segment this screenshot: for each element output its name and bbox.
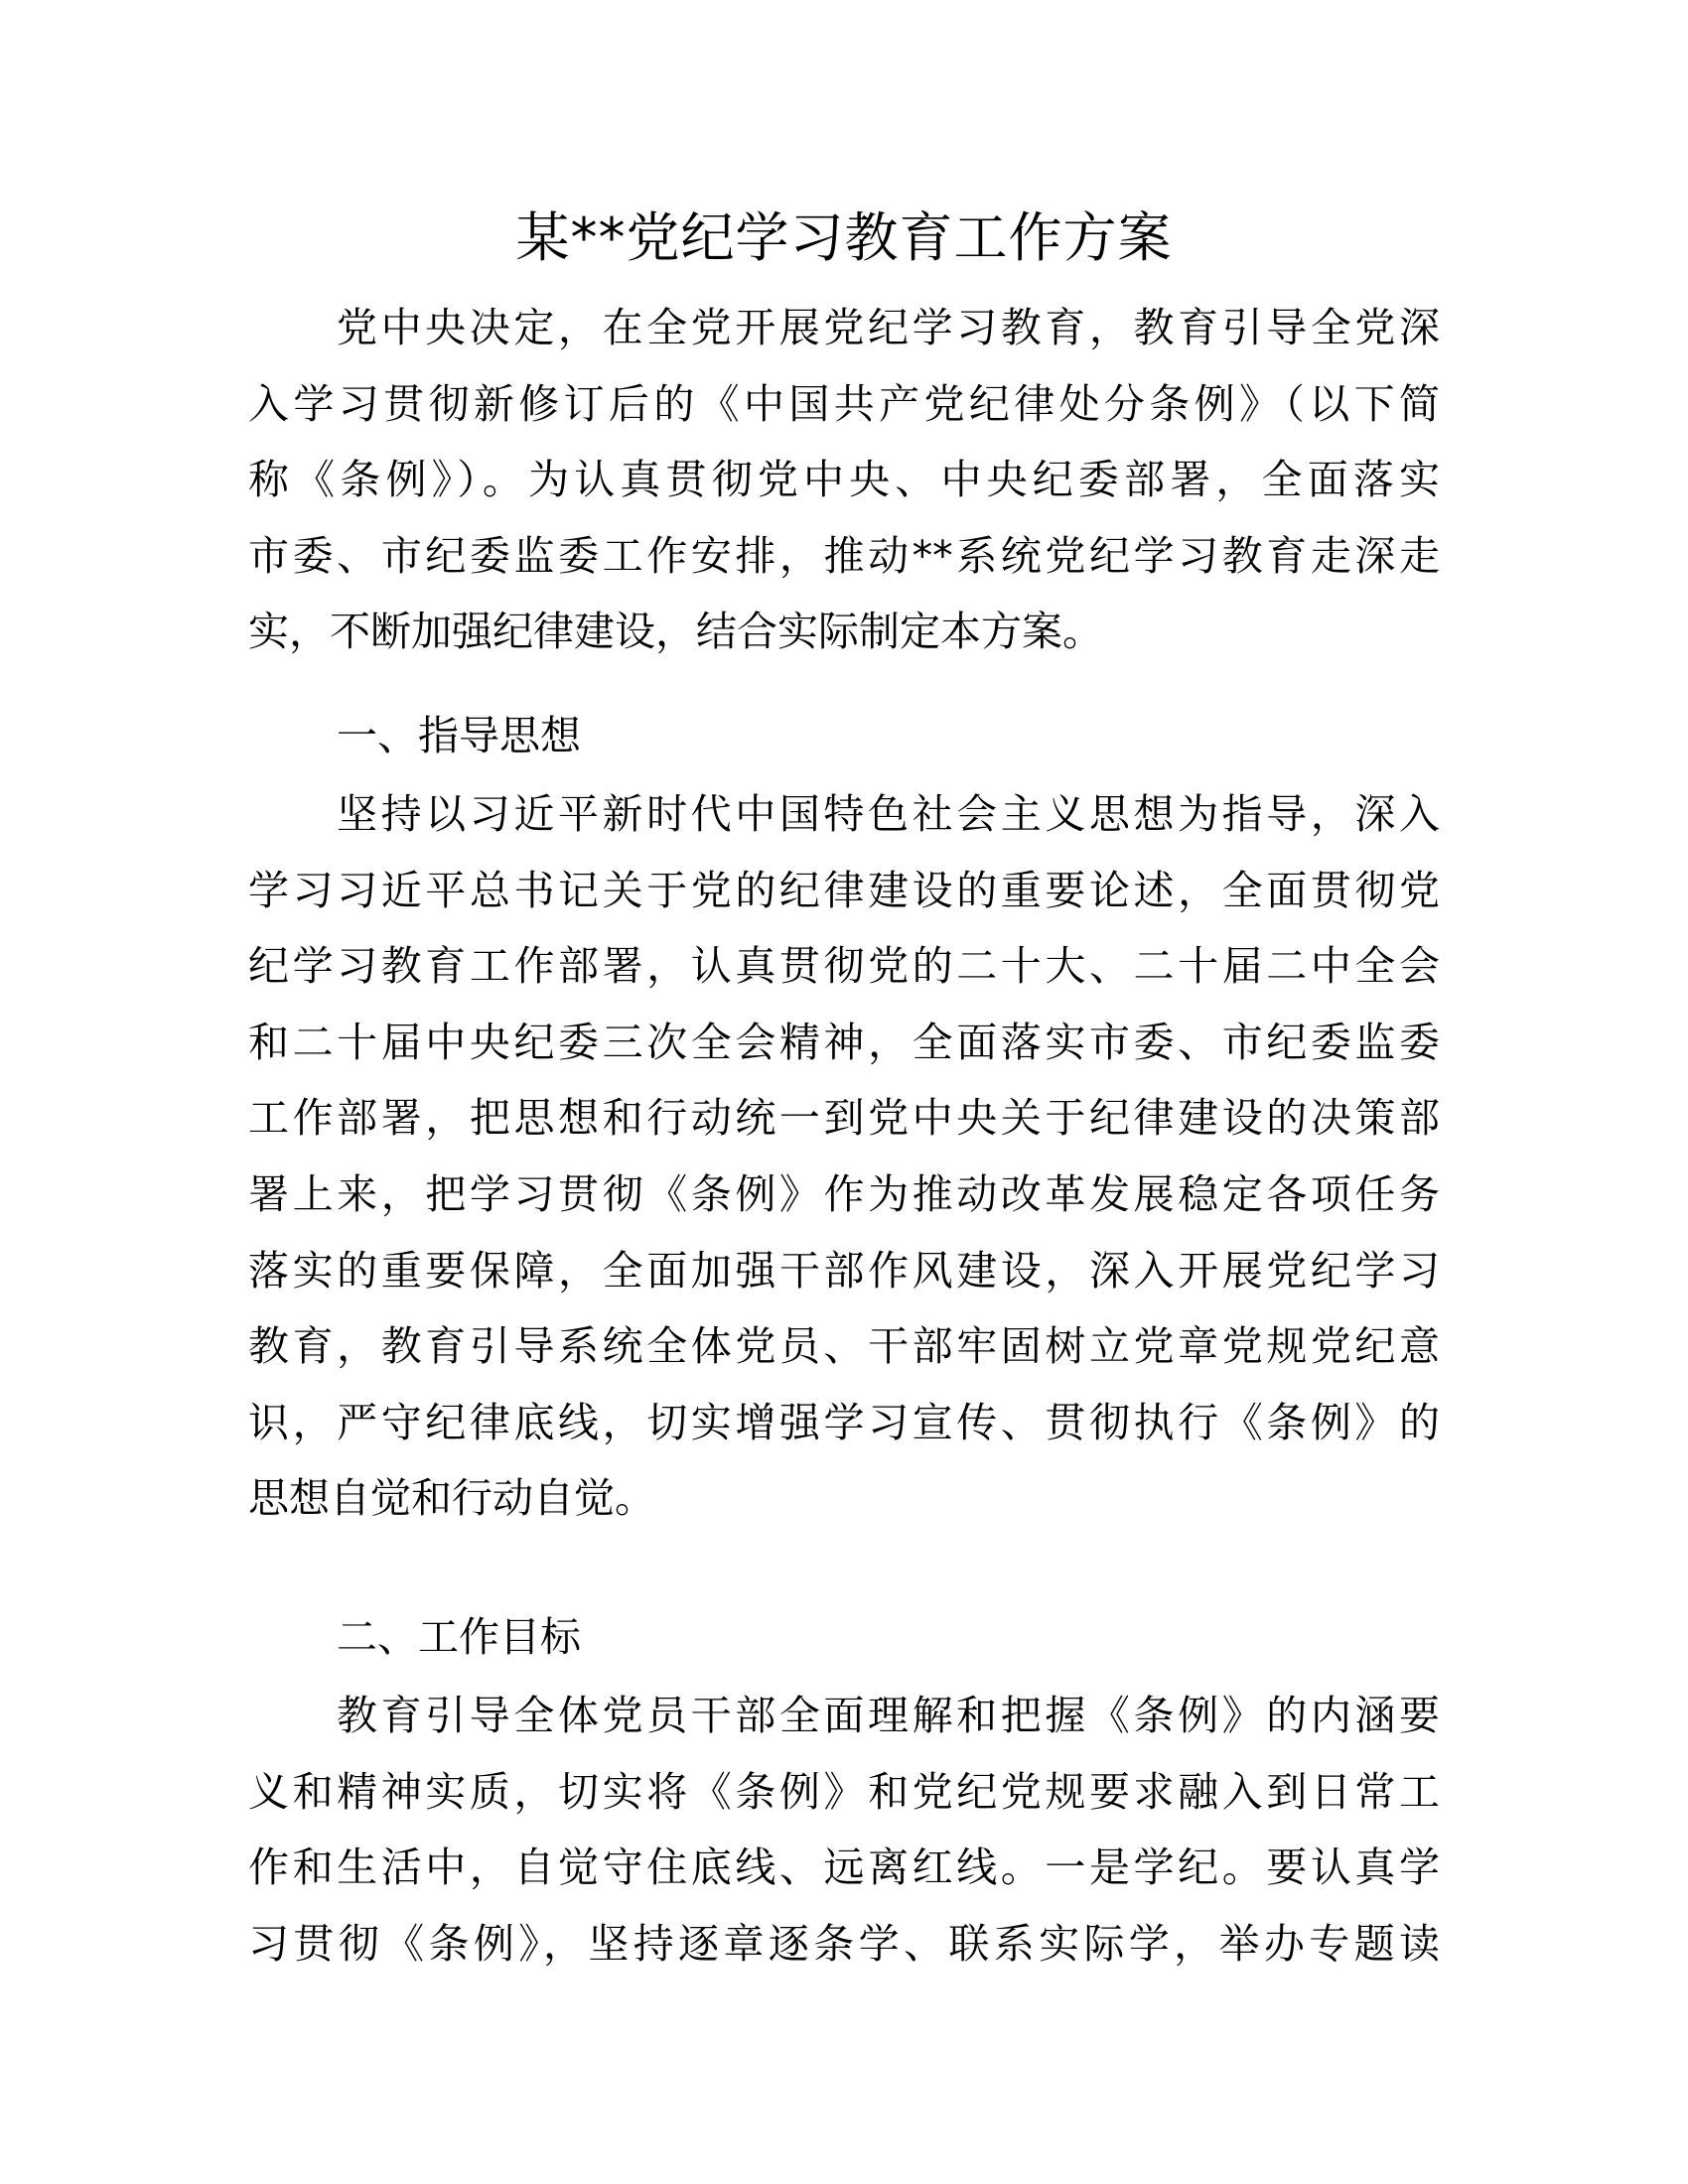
- section-heading-guiding-ideology: 一、指导思想: [337, 712, 581, 759]
- text-line: 识，严守纪律底线，切实增强学习宣传、贯彻执行《条例》的: [248, 1398, 1440, 1446]
- text-line: 教育，教育引导系统全体党员、干部牢固树立党章党规党纪意: [248, 1322, 1440, 1371]
- paragraph-work-goals: [248, 1678, 1440, 1981]
- text-line: 思想自觉和行动自觉。: [248, 1474, 655, 1523]
- paragraph-preamble: [248, 290, 1440, 670]
- text-line: 和二十届中央纪委三次全会精神，全面落实市委、市纪委监委: [248, 1018, 1440, 1066]
- paragraph-guiding-ideology: [248, 776, 1440, 1537]
- text-line: 工作部署，把思想和行动统一到党中央关于纪律建设的决策部: [248, 1094, 1440, 1143]
- text-line: 习贯彻《条例》，坚持逐章逐条学、联系实际学，举办专题读: [248, 1919, 1440, 1968]
- text-line: 入学习贯彻新修订后的《中国共产党纪律处分条例》（以下简: [248, 379, 1440, 428]
- text-line: 坚持以习近平新时代中国特色社会主义思想为指导，深入: [337, 790, 1440, 838]
- text-line: 市委、市纪委监委工作安排，推动**系统党纪学习教育走深走: [248, 531, 1440, 580]
- text-line: 纪学习教育工作部署，认真贯彻党的二十大、二十届二中全会: [248, 942, 1440, 991]
- text-line: 义和精神实质，切实将《条例》和党纪党规要求融入到日常工: [248, 1767, 1440, 1816]
- document-title: 某**党纪学习教育工作方案: [515, 206, 1173, 269]
- text-line: 教育引导全体党员干部全面理解和把握《条例》的内涵要: [337, 1692, 1440, 1739]
- text-line: 学习习近平总书记关于党的纪律建设的重要论述，全面贯彻党: [248, 866, 1440, 914]
- text-line: 署上来，把学习贯彻《条例》作为推动改革发展稳定各项任务: [248, 1169, 1440, 1218]
- section-heading-work-goals: 二、工作目标: [337, 1613, 581, 1661]
- text-line: 称《条例》）。为认真贯彻党中央、中央纪委部署，全面落实: [248, 456, 1440, 504]
- text-line: 实，不断加强纪律建设，结合实际制定本方案。: [248, 608, 1103, 656]
- text-line: 党中央决定，在全党开展党纪学习教育，教育引导全党深: [337, 304, 1440, 351]
- text-line: 落实的重要保障，全面加强干部作风建设，深入开展党纪学习: [248, 1246, 1440, 1295]
- text-line: 作和生活中，自觉守住底线、远离红线。一是学纪。要认真学: [248, 1843, 1440, 1892]
